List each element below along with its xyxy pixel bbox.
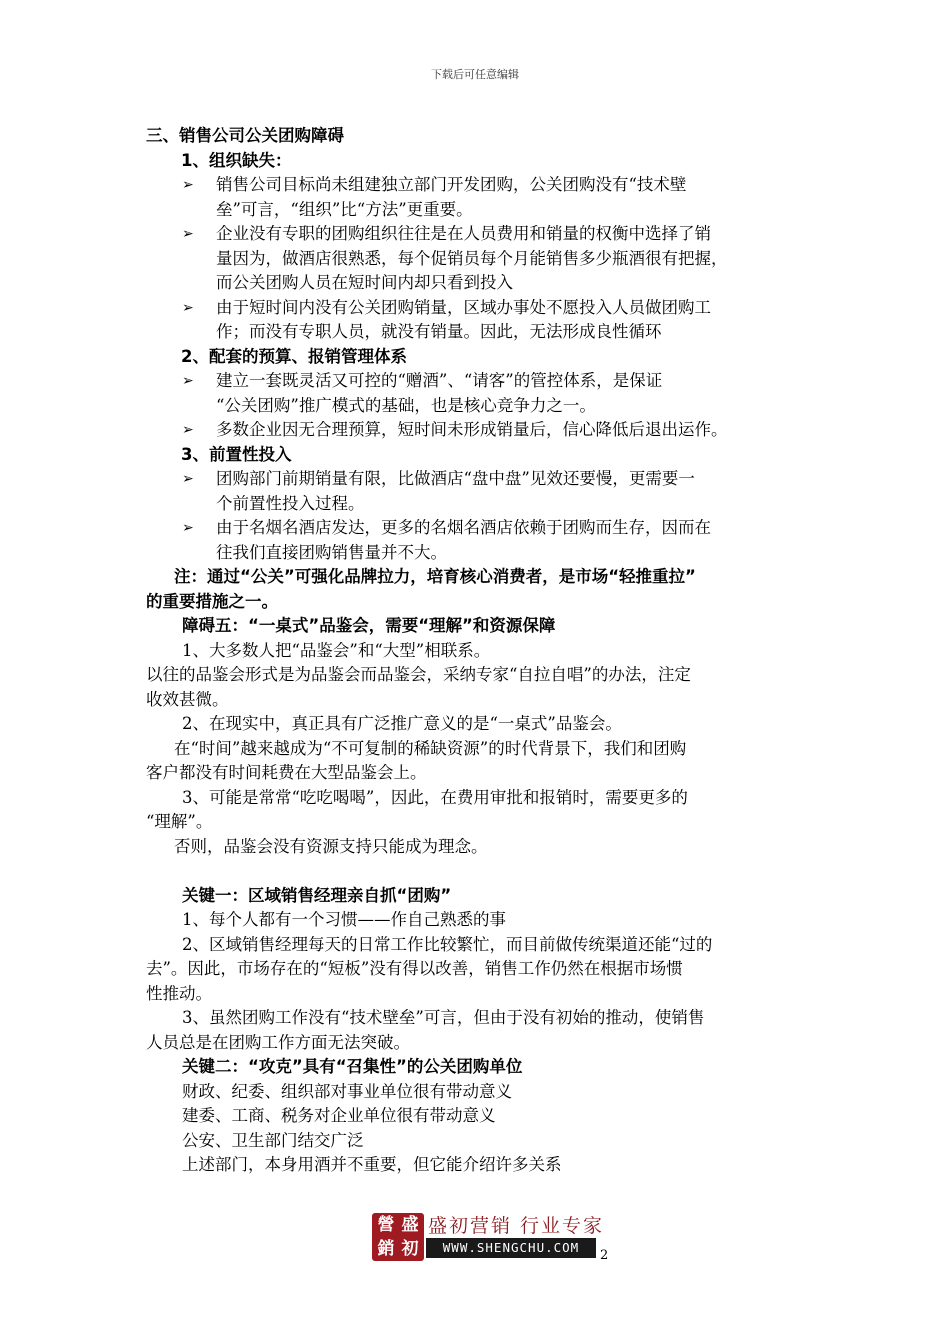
bullet-arrow-icon: ➢: [182, 471, 194, 487]
bullet-item: [146, 418, 806, 443]
document-body: [146, 124, 806, 1178]
bullet-text-line: 往我们直接团购销售量并不大。: [216, 542, 447, 562]
text-line: 财政、纪委、组织部对事业单位很有带动意义: [182, 1081, 512, 1101]
bullet-text-line: 企业没有专职的团购组织往往是在人员费用和销量的权衡中选择了销: [216, 224, 711, 243]
blank-line: [146, 859, 806, 884]
heading-line: 3、前置性投入: [181, 444, 292, 464]
text-line: 性推动。: [146, 983, 212, 1003]
heading-line: 1、组织缺失：: [181, 150, 292, 170]
bullet-text-line: 建立一套既灵活又可控的“赠酒”、“请客”的管控体系，是保证: [216, 371, 663, 390]
text-line: 客户都没有时间耗费在大型品鉴会上。: [146, 763, 427, 782]
bullet-item: [146, 467, 806, 516]
bullet-text-line: 团购部门前期销量有限，比做酒店“盘中盘”见效还要慢，更需要一: [216, 469, 695, 488]
text-line: 3、可能是常常“吃吃喝喝”，因此，在费用审批和报销时，需要更多的: [182, 787, 688, 807]
bullet-arrow-icon: ➢: [182, 177, 194, 193]
bullet-arrow-icon: ➢: [182, 299, 194, 316]
bullet-text-line: 而公关团购人员在短时间内却只看到投入: [216, 273, 513, 292]
company-logo: [372, 1213, 424, 1261]
bullet-text-line: “公关团购”推广模式的基础，也是核心竞争力之一。: [216, 395, 596, 415]
text-line: “理解”。: [146, 812, 213, 831]
bullet-item: [146, 222, 806, 296]
text-line: 以往的品鉴会形式是为品鉴会而品鉴会，采纳专家“自拉自唱”的办法，注定: [146, 665, 691, 684]
bullet-text-line: 垒”可言，“组织”比“方法”更重要。: [216, 199, 473, 219]
heading-line: 2、配套的预算、报销管理体系: [181, 346, 407, 366]
page-number: 2: [600, 1248, 609, 1263]
heading-line: 关键一：区域销售经理亲自抓“团购”: [182, 885, 452, 905]
text-line: 2、在现实中，真正具有广泛推广意义的是“一桌式”品鉴会。: [182, 714, 622, 733]
bullet-text-line: 作；而没有专职人员，就没有销量。因此，无法形成良性循环: [216, 322, 662, 341]
bullet-item: [146, 296, 806, 345]
logo-char: 初: [401, 1239, 419, 1259]
text-line: 上述部门，本身用酒并不重要，但它能介绍许多关系: [182, 1155, 562, 1174]
text-line: 1、大多数人把“品鉴会”和“大型”相联系。: [182, 640, 491, 660]
bullet-arrow-icon: ➢: [182, 422, 194, 438]
bullet-arrow-icon: ➢: [182, 226, 194, 242]
heading-line: 注：通过“公关”可强化品牌拉力，培育核心消费者，是市场“轻推重拉”: [174, 567, 696, 586]
text-line: 否则，品鉴会没有资源支持只能成为理念。: [174, 836, 488, 856]
footer-slogan: 盛初营销 行业专家: [428, 1215, 605, 1237]
bullet-arrow-icon: ➢: [182, 373, 194, 389]
text-line: 3、虽然团购工作没有“技术壁垒”可言，但由于没有初始的推动，使销售: [182, 1008, 705, 1027]
bullet-text-line: 个前置性投入过程。: [216, 493, 365, 513]
logo-char: 銷: [377, 1239, 395, 1259]
bullet-item: [146, 173, 806, 222]
heading-line: 关键二：“攻克”具有“召集性”的公关团购单位: [182, 1057, 523, 1076]
bullet-text-line: 多数企业因无合理预算，短时间未形成销量后，信心降低后退出运作。: [216, 420, 728, 439]
logo-char: 盛: [401, 1215, 419, 1235]
footer-url: WWW.SHENGCHU.COM: [426, 1238, 596, 1258]
heading-line: 三、销售公司公关团购障碍: [146, 126, 344, 145]
text-line: 在“时间”越来越成为“不可复制的稀缺资源”的时代背景下，我们和团购: [174, 738, 687, 758]
logo-char: 營: [377, 1215, 395, 1235]
heading-line: 障碍五：“一桌式”品鉴会，需要“理解”和资源保障: [182, 616, 556, 635]
text-line: 人员总是在团购工作方面无法突破。: [146, 1032, 410, 1052]
text-line: 收效甚微。: [146, 689, 229, 709]
text-line: 去”。因此，市场存在的“短板”没有得以改善，销售工作仍然在根据市场惯: [146, 959, 683, 978]
page-header: 下载后可任意编辑: [431, 68, 519, 81]
text-line: 2、区域销售经理每天的日常工作比较繁忙，而目前做传统渠道还能“过的: [182, 934, 713, 954]
bullet-item: [146, 516, 806, 565]
bullet-arrow-icon: ➢: [182, 520, 194, 536]
bullet-text-line: 由于名烟名酒店发达，更多的名烟名酒店依赖于团购而生存，因而在: [216, 518, 711, 537]
text-line: 建委、工商、税务对企业单位很有带动意义: [182, 1106, 496, 1125]
bullet-item: [146, 369, 806, 418]
bullet-text-line: 销售公司目标尚未组建独立部门开发团购，公关团购没有“技术壁: [216, 175, 687, 194]
bullet-text-line: 量因为，做酒店很熟悉，每个促销员每个月能销售多少瓶酒很有把握，: [216, 248, 728, 268]
text-line: 公安、卫生部门结交广泛: [182, 1130, 364, 1150]
bullet-text-line: 由于短时间内没有公关团购销量，区域办事处不愿投入人员做团购工: [216, 297, 711, 317]
text-line: 1、每个人都有一个习惯——作自己熟悉的事: [182, 910, 506, 929]
heading-line: 的重要措施之一。: [146, 591, 278, 611]
